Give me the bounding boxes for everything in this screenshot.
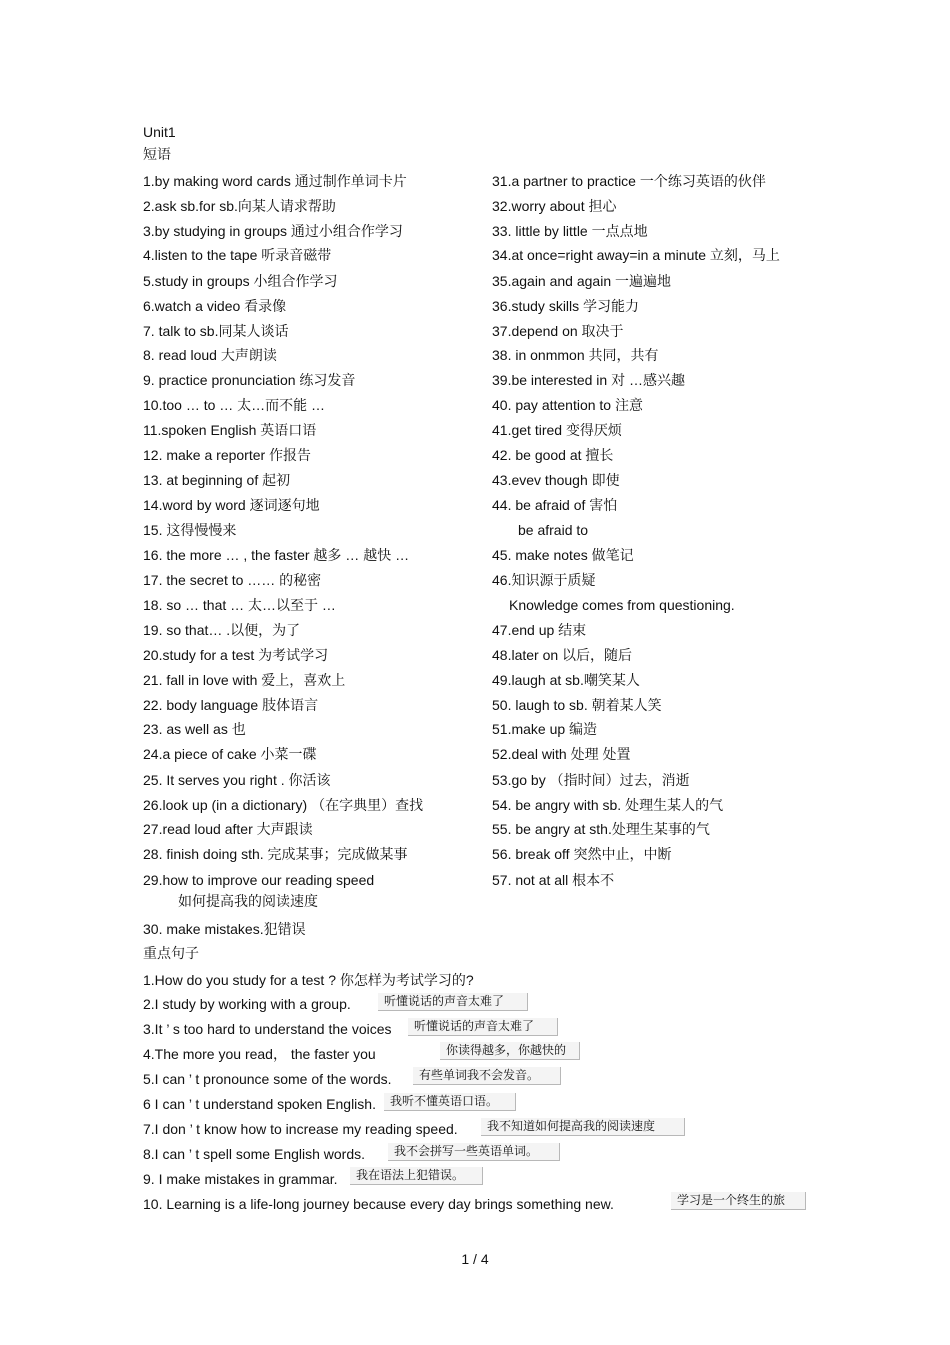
phrase-item: 30. make mistakes.犯错误 — [143, 921, 306, 937]
unit-title: Unit1 — [143, 124, 176, 140]
sentence-translation-box: 你读得越多，你越快的 — [440, 1042, 580, 1060]
phrase-item: 1.by making word cards 通过制作单词卡片 — [143, 173, 407, 189]
phrase-item: 6.watch a video 看录像 — [143, 298, 287, 314]
phrase-item: 34.at once=right away=in a minute 立刻，马上 — [492, 247, 780, 263]
sentence-item: 6 I can ’ t understand spoken English. — [143, 1096, 376, 1112]
phrase-item: 41.get tired 变得厌烦 — [492, 422, 622, 438]
sentence-translation-box: 听懂说话的声音太难了 — [408, 1018, 558, 1036]
phrase-item: 2.ask sb.for sb.向某人请求帮助 — [143, 198, 336, 214]
sentence-translation-box: 有些单词我不会发音。 — [413, 1067, 561, 1085]
phrase-item: 16. the more … , the faster 越多 … 越快 … — [143, 547, 410, 563]
phrase-item: 11.spoken English 英语口语 — [143, 422, 317, 438]
phrase-item: 18. so … that … 太…以至于 … — [143, 597, 336, 613]
phrase-item: 39.be interested in 对 …感兴趣 — [492, 372, 685, 388]
phrase-item: 20.study for a test 为考试学习 — [143, 647, 329, 663]
sentence-translation-box: 我在语法上犯错误。 — [350, 1167, 483, 1185]
sentence-translation-box: 学习是一个终生的旅 — [671, 1192, 806, 1210]
phrase-item: 17. the secret to …… 的秘密 — [143, 572, 322, 588]
phrase-item: 51.make up 编造 — [492, 721, 598, 737]
phrase-item: 31.a partner to practice 一个练习英语的伙伴 — [492, 173, 766, 189]
sentence-item: 5.I can ’ t pronounce some of the words. — [143, 1071, 392, 1087]
phrase-item: 8. read loud 大声朗读 — [143, 347, 277, 363]
phrase-item: 14.word by word 逐词逐句地 — [143, 497, 320, 513]
sentence-translation-box: 我不会拼写一些英语单词。 — [388, 1143, 560, 1161]
page-number: 1 / 4 — [461, 1251, 489, 1267]
phrase-item: 3.by studying in groups 通过小组合作学习 — [143, 223, 403, 239]
phrase-item-translation: Knowledge comes from questioning. — [509, 597, 735, 613]
phrase-item: 35.again and again 一遍遍地 — [492, 273, 671, 289]
phrase-item: 44. be afraid of 害怕 — [492, 497, 618, 513]
phrase-item: 56. break off 突然中止，中断 — [492, 846, 672, 862]
phrase-item: 22. body language 肢体语言 — [143, 697, 319, 713]
sentence-translation-box: 我听不懂英语口语。 — [384, 1093, 516, 1111]
phrase-item: 45. make notes 做笔记 — [492, 547, 634, 563]
phrase-item: 28. finish doing sth. 完成某事；完成做某事 — [143, 846, 408, 862]
phrase-item: 48.later on 以后，随后 — [492, 647, 633, 663]
sentence-item: 1.How do you study for a test ? 你怎样为考试学习的? — [143, 972, 474, 988]
phrase-item-translation: 如何提高我的阅读速度 — [178, 893, 318, 909]
phrase-item: 32.worry about 担心 — [492, 198, 617, 214]
sentence-item: 2.I study by working with a group. — [143, 996, 351, 1012]
phrase-item: 37.depend on 取决于 — [492, 323, 624, 339]
phrase-item: 42. be good at 擅长 — [492, 447, 614, 463]
phrase-item: 24.a piece of cake 小菜一碟 — [143, 746, 317, 762]
sentences-heading: 重点句子 — [143, 945, 199, 961]
phrase-item: 53.go by （指时间）过去，消逝 — [492, 772, 690, 788]
phrase-item: 19. so that… .以便，为了 — [143, 622, 301, 638]
phrase-item: 23. as well as 也 — [143, 721, 246, 737]
phrase-item: 55. be angry at sth.处理生某事的气 — [492, 821, 710, 837]
phrase-item: 47.end up 结束 — [492, 622, 587, 638]
phrase-item: 25. It serves you right . 你活该 — [143, 772, 331, 788]
phrase-item: 7. talk to sb.同某人谈话 — [143, 323, 289, 339]
phrase-item: 27.read loud after 大声跟读 — [143, 821, 313, 837]
phrase-item: 15. 这得慢慢来 — [143, 522, 237, 538]
phrase-item-continuation: be afraid to — [518, 522, 589, 538]
sentence-item: 10. Learning is a life-long journey because every day brings something new. — [143, 1196, 614, 1212]
phrase-item: 57. not at all 根本不 — [492, 872, 615, 888]
phrase-item: 5.study in groups 小组合作学习 — [143, 273, 338, 289]
phrase-item: 12. make a reporter 作报告 — [143, 447, 312, 463]
phrase-item: 21. fall in love with 爱上，喜欢上 — [143, 672, 346, 688]
sentence-item: 7.I don ’ t know how to increase my reading speed. — [143, 1121, 458, 1137]
sentence-item: 8.I can ’ t spell some English words. — [143, 1146, 366, 1162]
sentence-translation-box: 听懂说话的声音太难了 — [378, 993, 528, 1011]
phrase-item: 49.laugh at sb.嘲笑某人 — [492, 672, 640, 688]
phrase-item: 33. little by little 一点点地 — [492, 223, 648, 239]
phrase-item: 54. be angry with sb. 处理生某人的气 — [492, 797, 724, 813]
phrase-item: 46.知识源于质疑 — [492, 572, 596, 588]
phrase-item: 10.too … to … 太…而不能 … — [143, 397, 326, 413]
sentence-item: 9. I make mistakes in grammar. — [143, 1171, 338, 1187]
sentence-item: 4.The more you read， the faster you — [143, 1046, 376, 1062]
phrase-item: 50. laugh to sb. 朝着某人笑 — [492, 697, 662, 713]
phrase-item: 29.how to improve our reading speed — [143, 872, 375, 888]
phrase-item: 13. at beginning of 起初 — [143, 472, 291, 488]
phrase-item: 43.evev though 即使 — [492, 472, 620, 488]
sentence-translation-box: 我不知道如何提高我的阅读速度 — [481, 1118, 685, 1136]
phrase-item: 9. practice pronunciation 练习发音 — [143, 372, 356, 388]
phrase-item: 40. pay attention to 注意 — [492, 397, 643, 413]
phrase-item: 26.look up (in a dictionary) （在字典里）查找 — [143, 797, 424, 813]
sentence-item: 3.It ’ s too hard to understand the voices — [143, 1021, 392, 1037]
phrase-item: 52.deal with 处理 处置 — [492, 746, 631, 762]
phrase-item: 4.listen to the tape 听录音磁带 — [143, 247, 332, 263]
phrase-item: 38. in onmmon 共同，共有 — [492, 347, 659, 363]
phrases-heading: 短语 — [143, 146, 171, 162]
phrase-item: 36.study skills 学习能力 — [492, 298, 640, 314]
